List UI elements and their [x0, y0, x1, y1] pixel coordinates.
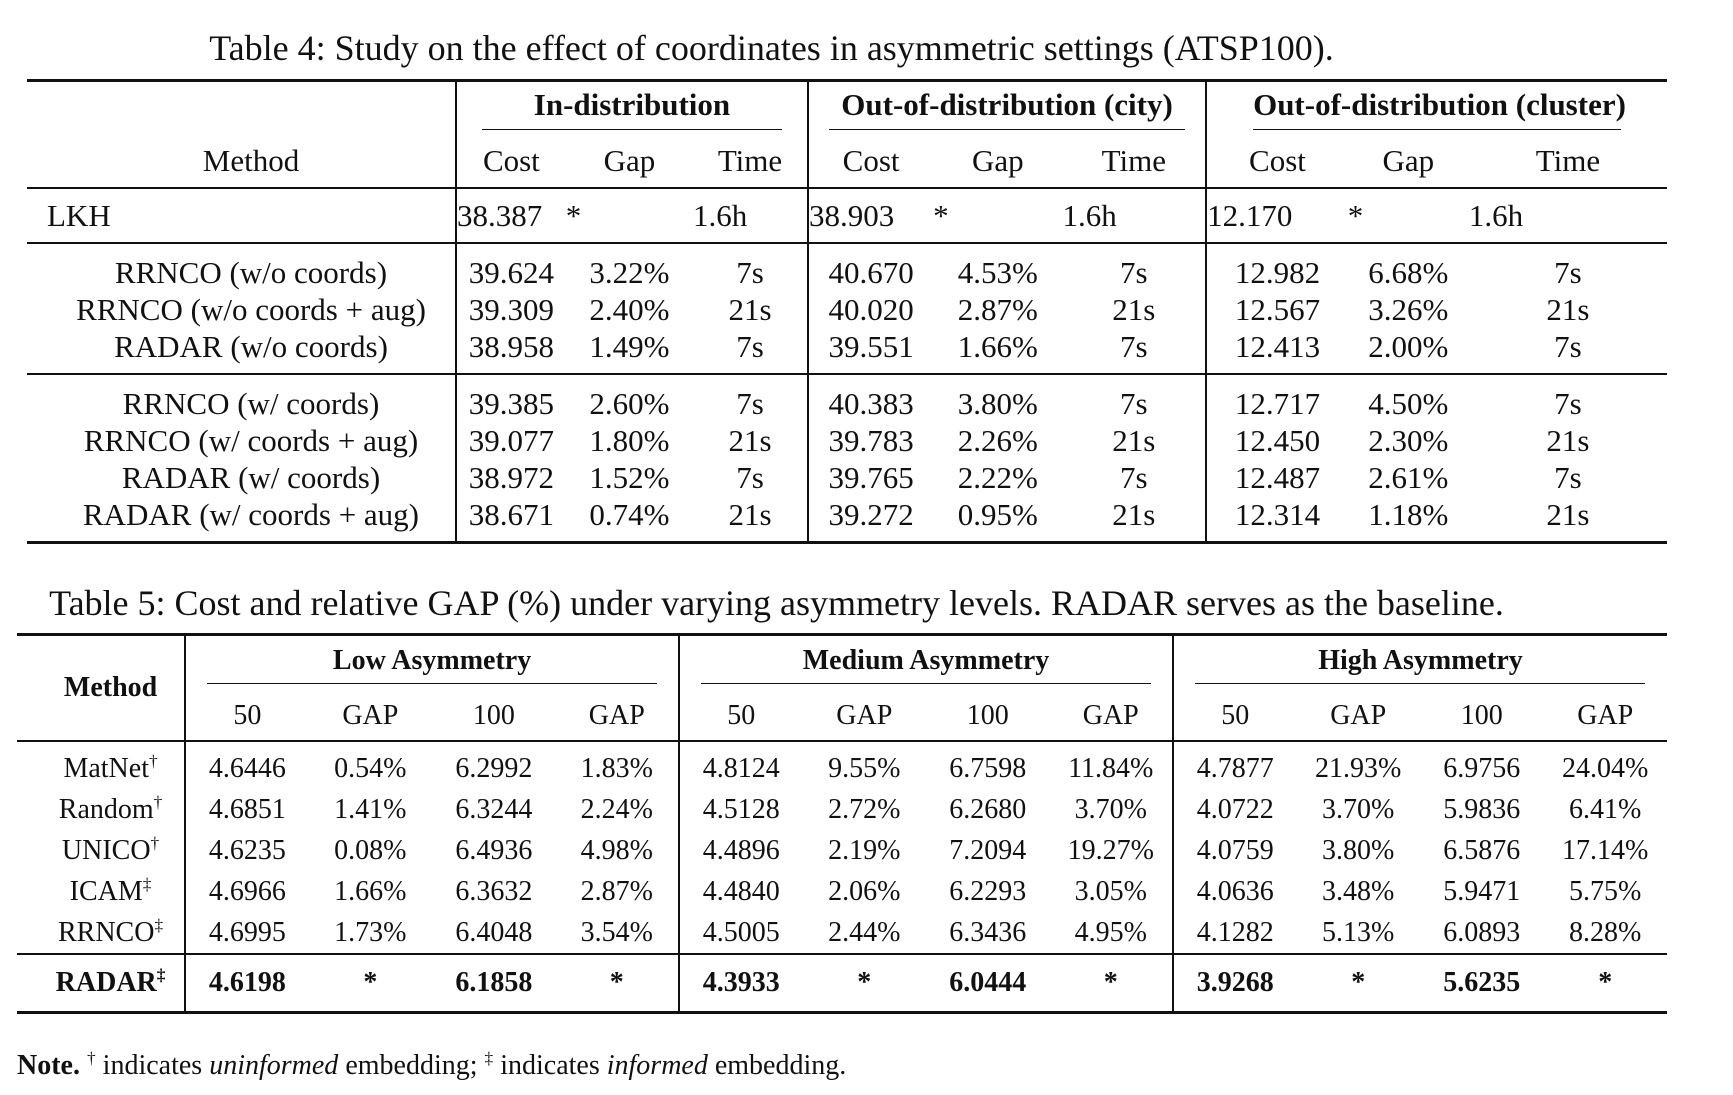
table-cell: 3.80% [1322, 834, 1395, 866]
table-cell: 39.385 [456, 374, 566, 422]
table-row [17, 871, 1667, 912]
table-cell: 39.765 [808, 459, 933, 496]
table-cell: 6.0893 [1443, 916, 1521, 948]
note-informed: informed [606, 1050, 708, 1081]
table-cell: 6.41% [1569, 793, 1642, 825]
table-cell: 3.9268 [1173, 954, 1296, 1013]
table-cell: 1.6h [693, 197, 748, 233]
table5 [17, 633, 1667, 1014]
note-text-1: indicates [102, 1050, 203, 1081]
table-cell: 6.3436 [949, 916, 1027, 948]
table-cell: 19.27% [1067, 834, 1154, 866]
table-cell: 12.717 [1206, 374, 1348, 422]
table-cell: 1.6h [1062, 197, 1117, 233]
table5-sub-header [17, 692, 1667, 741]
method-name: RRNCO (w/ coords + aug) [83, 422, 419, 458]
column-header: Gap [603, 142, 656, 178]
table-cell: 4.5005 [679, 912, 802, 954]
table4 [27, 79, 1667, 544]
table-cell: 7s [1554, 328, 1582, 364]
table-cell: 5.9836 [1443, 793, 1521, 825]
group-header-label: Out-of-distribution (cluster) [1253, 87, 1621, 130]
table-cell: 40.383 [808, 374, 933, 422]
method-label: RADAR [55, 967, 157, 998]
table-cell: 39.551 [808, 328, 933, 374]
table-row [27, 328, 1667, 374]
table-cell: 3.70% [1074, 793, 1147, 825]
table-cell: 7s [736, 385, 764, 421]
table-cell: 6.5876 [1443, 834, 1521, 866]
table-cell: 3.48% [1322, 875, 1395, 907]
table4-sub-header [27, 134, 1667, 188]
table5-group-header [17, 635, 1667, 693]
method-name [17, 954, 185, 1013]
table-cell: 2.22% [957, 459, 1038, 495]
group-header-label: In-distribution [482, 87, 782, 130]
embedding-mark: ‡ [154, 915, 164, 935]
note-uninformed: uninformed [209, 1050, 339, 1081]
table-cell: 12.487 [1206, 459, 1348, 496]
table-cell: 4.3933 [679, 954, 802, 1013]
method-name: RRNCO (w/ coords) [122, 385, 380, 421]
table-cell: 4.6198 [208, 967, 286, 998]
embedding-mark: ‡ [142, 874, 152, 894]
table-cell: 7s [1554, 385, 1582, 421]
column-header: Cost [1206, 134, 1348, 188]
table-cell: 7s [736, 459, 764, 495]
note-label: Note. [17, 1050, 80, 1081]
table-cell: 21.93% [1315, 752, 1402, 784]
table-cell: 4.5128 [679, 789, 802, 830]
table-cell: 21s [1546, 496, 1590, 532]
table-cell: 38.387 [456, 188, 566, 243]
table-cell: 2.40% [589, 291, 670, 327]
table-cell: * [857, 967, 872, 998]
method-header: Method [17, 635, 185, 742]
group-header [1206, 81, 1667, 135]
table-cell: 40.020 [808, 291, 933, 328]
group-header [1173, 635, 1667, 693]
table-cell: * [565, 197, 582, 233]
column-header: Cost [456, 134, 566, 188]
table-cell: 5.75% [1569, 875, 1642, 907]
column-header: 100 [966, 700, 1009, 731]
table-cell: 38.958 [456, 328, 566, 374]
table5-caption: Table 5: Cost and relative GAP (%) under varying asymmetry levels. RADAR serves as the baseline. [49, 583, 1504, 623]
method-name [17, 871, 185, 912]
table4-group-header [27, 81, 1667, 135]
table-cell: 5.13% [1322, 916, 1395, 948]
method-name: RADAR (w/o coords) [114, 328, 388, 364]
table-cell: 6.2293 [949, 875, 1027, 907]
method-label: UNICO [61, 834, 151, 866]
table-row [27, 374, 1667, 422]
table-cell: 4.8124 [679, 741, 802, 789]
table-cell: 1.52% [589, 459, 670, 495]
table-cell: 12.567 [1206, 291, 1348, 328]
table-cell: 1.73% [334, 916, 407, 948]
table-cell: 7s [1120, 459, 1148, 495]
table-cell: 4.0722 [1173, 789, 1296, 830]
column-header: 50 [233, 700, 262, 731]
table-cell: 3.22% [589, 254, 670, 290]
table-cell: 7s [1554, 459, 1582, 495]
table-cell: 4.0759 [1173, 830, 1296, 871]
table-cell: 4.98% [580, 834, 653, 866]
table-cell: 0.54% [334, 752, 407, 784]
column-header: Gap [971, 142, 1024, 178]
table-cell: 6.2680 [949, 793, 1027, 825]
table-cell: 1.18% [1368, 496, 1449, 532]
group-header-label: Medium Asymmetry [701, 645, 1151, 684]
table-cell: 12.170 [1206, 188, 1348, 243]
dagger-symbol: † [86, 1048, 96, 1068]
table-cell: 6.1858 [455, 967, 533, 998]
table-cell: 39.783 [808, 422, 933, 459]
table-cell: 2.60% [589, 385, 670, 421]
table-cell: 21s [728, 496, 772, 532]
embedding-mark: † [153, 792, 163, 812]
table-cell: 2.72% [828, 793, 901, 825]
table-cell: 3.05% [1074, 875, 1147, 907]
table-cell: 12.450 [1206, 422, 1348, 459]
table-cell: 24.04% [1562, 752, 1649, 784]
method-name: LKH [47, 197, 111, 233]
method-name [17, 830, 185, 871]
table-row [27, 422, 1667, 459]
table-cell: 1.49% [589, 328, 670, 364]
table-cell: 2.44% [828, 916, 901, 948]
table-cell: 4.1282 [1173, 912, 1296, 954]
column-header: GAP [1330, 700, 1387, 731]
table-cell: 38.972 [456, 459, 566, 496]
column-header: Time [717, 142, 783, 178]
note-text-2: embedding; [345, 1050, 478, 1081]
table-cell: * [1103, 967, 1118, 998]
table-cell: 1.66% [957, 328, 1038, 364]
table-cell: 21s [728, 422, 772, 458]
table-cell: 4.6995 [208, 916, 286, 948]
method-name: RADAR (w/ coords + aug) [82, 496, 420, 532]
table-cell: 6.3244 [455, 793, 533, 825]
table-cell: 6.2992 [455, 752, 533, 784]
table-cell: 2.06% [828, 875, 901, 907]
column-header: 50 [679, 692, 802, 741]
table-cell: 6.0444 [949, 967, 1027, 998]
column-header: 100 [472, 700, 515, 731]
column-header: 100 [1460, 700, 1503, 731]
column-header: Time [1535, 142, 1601, 178]
table-cell: 4.6966 [208, 875, 286, 907]
table-cell: 0.08% [334, 834, 407, 866]
table-cell: 3.70% [1322, 793, 1395, 825]
table-cell: 3.26% [1368, 291, 1449, 327]
table-cell: 4.53% [957, 254, 1038, 290]
table-cell: 4.4840 [679, 871, 802, 912]
table-cell: 38.671 [456, 496, 566, 543]
table-cell: 12.413 [1206, 328, 1348, 374]
table-cell: 17.14% [1562, 834, 1649, 866]
group-header [679, 635, 1173, 693]
table-cell: 6.7598 [949, 752, 1027, 784]
table-cell: 7s [736, 328, 764, 364]
table-cell: 12.982 [1206, 243, 1348, 291]
table-cell: 8.28% [1569, 916, 1642, 948]
table-cell: 1.80% [589, 422, 670, 458]
table-row [17, 912, 1667, 954]
table-cell: 12.314 [1206, 496, 1348, 543]
column-header: GAP [342, 700, 399, 731]
table-row [27, 188, 1667, 243]
table-cell: 1.6h [1468, 197, 1524, 233]
table-row [27, 459, 1667, 496]
table-cell: 21s [1112, 422, 1156, 458]
table-cell: 39.309 [456, 291, 566, 328]
group-header [808, 81, 1206, 135]
table-row [27, 291, 1667, 328]
embedding-mark: † [148, 751, 158, 771]
table-cell: 2.30% [1368, 422, 1449, 458]
column-header: Cost [808, 134, 933, 188]
table-row [17, 789, 1667, 830]
table-cell: 9.55% [828, 752, 901, 784]
method-label: MatNet [63, 752, 149, 784]
table-cell: 2.87% [580, 875, 653, 907]
table-cell: * [1347, 197, 1364, 233]
method-name: RRNCO (w/o coords + aug) [76, 291, 426, 327]
table-cell: 39.624 [456, 243, 566, 291]
method-name [17, 912, 185, 954]
method-label: ICAM [69, 875, 143, 907]
column-header: 50 [1173, 692, 1296, 741]
table-cell: 5.9471 [1443, 875, 1521, 907]
method-name [17, 789, 185, 830]
table-row [17, 954, 1667, 1013]
table-cell: 6.4048 [455, 916, 533, 948]
table-cell: 7s [1554, 254, 1582, 290]
table-cell: 21s [1546, 291, 1590, 327]
table-cell: 4.4896 [679, 830, 802, 871]
method-label: RRNCO [57, 916, 155, 948]
embedding-mark: † [150, 833, 160, 853]
table-cell: 4.50% [1368, 385, 1449, 421]
table-row [27, 243, 1667, 291]
table-cell: 39.272 [808, 496, 933, 543]
table-cell: 4.6851 [208, 793, 286, 825]
table-cell: 6.3632 [455, 875, 533, 907]
table-cell: 6.9756 [1443, 752, 1521, 784]
table-row [17, 830, 1667, 871]
note-text-4: embedding. [714, 1050, 847, 1081]
table-cell: 3.80% [957, 385, 1038, 421]
table-cell: 4.95% [1074, 916, 1147, 948]
header-blank [27, 81, 456, 135]
table-cell: * [1598, 967, 1613, 998]
table-cell: 5.6235 [1443, 967, 1521, 998]
table-cell: 2.24% [580, 793, 653, 825]
table-cell: 0.74% [589, 496, 670, 532]
column-header: Time [1101, 142, 1166, 178]
embedding-mark: ‡ [156, 965, 166, 985]
table-cell: 21s [728, 291, 772, 327]
method-label: Random [58, 793, 154, 825]
table-row [27, 496, 1667, 543]
column-header: GAP [836, 700, 893, 731]
table-cell: 4.0636 [1173, 871, 1296, 912]
group-header [185, 635, 679, 693]
table-cell: 21s [1546, 422, 1590, 458]
table4-caption: Table 4: Study on the effect of coordinates in asymmetric settings (ATSP100). [209, 28, 1334, 68]
table5-note [17, 1050, 846, 1082]
table-cell: 39.077 [456, 422, 566, 459]
table-cell: 2.19% [828, 834, 901, 866]
table-cell: 4.6446 [208, 752, 286, 784]
column-header: GAP [1082, 700, 1139, 731]
table-cell: 6.4936 [455, 834, 533, 866]
table-cell: 38.903 [808, 188, 933, 243]
table-cell: 1.66% [334, 875, 407, 907]
table-cell: 0.95% [957, 496, 1038, 532]
column-header: GAP [588, 700, 645, 731]
note-text-3: indicates [500, 1050, 600, 1081]
table-cell: 6.68% [1368, 254, 1449, 290]
table-cell: 7s [1120, 254, 1148, 290]
double-dagger-symbol: ‡ [484, 1048, 494, 1068]
table-cell: 40.670 [808, 243, 933, 291]
table-row [17, 741, 1667, 789]
table-cell: * [609, 967, 624, 998]
group-header-label: Out-of-distribution (city) [829, 87, 1185, 130]
table-cell: 2.26% [957, 422, 1038, 458]
table-cell: 4.7877 [1173, 741, 1296, 789]
table-cell: * [933, 197, 949, 233]
table-cell: 2.61% [1368, 459, 1449, 495]
group-header-label: High Asymmetry [1195, 645, 1645, 684]
table-cell: 2.87% [957, 291, 1038, 327]
group-header [456, 81, 808, 135]
method-name: RRNCO (w/o coords) [114, 254, 388, 290]
table-cell: * [1351, 967, 1366, 998]
table-cell: 4.6235 [208, 834, 286, 866]
column-header: Gap [1382, 142, 1435, 178]
table-cell: 11.84% [1068, 752, 1154, 784]
method-header: Method [202, 142, 300, 178]
table-cell: 3.54% [580, 916, 653, 948]
table-cell: 1.83% [580, 752, 653, 784]
method-name: RADAR (w/ coords) [121, 459, 381, 495]
table-cell: 21s [1112, 496, 1156, 532]
table-cell: 7.2094 [949, 834, 1027, 866]
table-cell: * [363, 967, 378, 998]
table-cell: 7s [1120, 328, 1148, 364]
column-header: GAP [1577, 700, 1634, 731]
table-cell: 1.41% [334, 793, 407, 825]
table-cell: 7s [736, 254, 764, 290]
table-cell: 21s [1112, 291, 1156, 327]
method-name [17, 741, 185, 789]
table-cell: 7s [1120, 385, 1148, 421]
table-cell: 2.00% [1368, 328, 1449, 364]
group-header-label: Low Asymmetry [207, 645, 657, 684]
